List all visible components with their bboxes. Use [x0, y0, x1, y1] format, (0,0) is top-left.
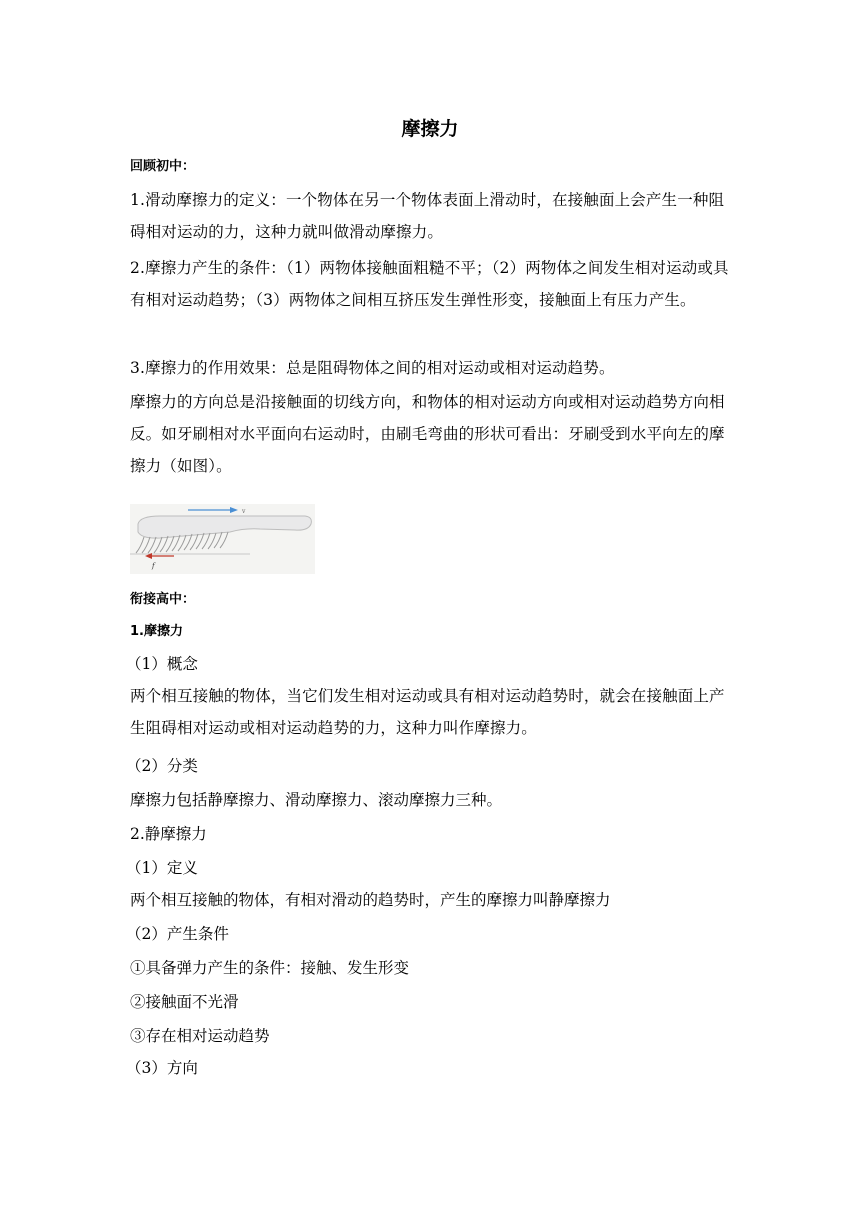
section-heading-review: 回顾初中：: [130, 159, 196, 174]
item-classification: （2）分类: [126, 757, 198, 775]
page-title: 摩擦力: [401, 118, 459, 140]
section-heading-connect: 衔接高中：: [130, 592, 196, 607]
friction-label: f: [152, 562, 155, 570]
paragraph-sliding-friction-definition: 1.滑动摩擦力的定义：一个物体在另一个物体表面上滑动时，在接触面上会产生一种阻碍相对运动的力，这种力就叫做滑动摩擦力。: [130, 191, 725, 241]
paragraph-friction-conditions: 2.摩擦力产生的条件：（1）两物体接触面粗糙不平；（2）两物体之间发生相对运动或具有相对运动趋势；（3）两物体之间相互挤压发生弹性形变，接触面上有压力产生。: [130, 259, 729, 309]
toothbrush-friction-figure: [130, 504, 315, 574]
condition-item-1: ①具备弹力产生的条件：接触、发生形变: [130, 959, 410, 977]
velocity-label: v: [242, 508, 246, 515]
item-definition: （1）定义: [126, 859, 198, 877]
paragraph-friction-effect: 3.摩擦力的作用效果：总是阻碍物体之间的相对运动或相对运动趋势。: [130, 359, 615, 377]
subheading-static-friction: 2.静摩擦力: [130, 825, 207, 843]
paragraph-static-friction-definition: 两个相互接触的物体，有相对滑动的趋势时，产生的摩擦力叫静摩擦力: [130, 891, 611, 909]
item-concept: （1）概念: [126, 655, 198, 673]
item-direction: （3）方向: [126, 1059, 198, 1077]
paragraph-friction-concept: 两个相互接触的物体，当它们发生相对运动或具有相对运动趋势时，就会在接触面上产生阻碍相对运动或相对运动趋势的力，这种力叫作摩擦力。: [130, 687, 725, 737]
paragraph-friction-direction: 摩擦力的方向总是沿接触面的切线方向，和物体的相对运动方向或相对运动趋势方向相反。如牙刷相对水平面向右运动时，由刷毛弯曲的形状可看出：牙刷受到水平向左的摩擦力（如图）。: [130, 393, 725, 475]
paragraph-friction-types: 摩擦力包括静摩擦力、滑动摩擦力、滚动摩擦力三种。: [130, 791, 503, 809]
subheading-friction: 1.摩擦力: [130, 624, 183, 639]
condition-item-3: ③存在相对运动趋势: [130, 1027, 270, 1045]
item-conditions: （2）产生条件: [126, 925, 229, 943]
condition-item-2: ②接触面不光滑: [130, 993, 239, 1011]
